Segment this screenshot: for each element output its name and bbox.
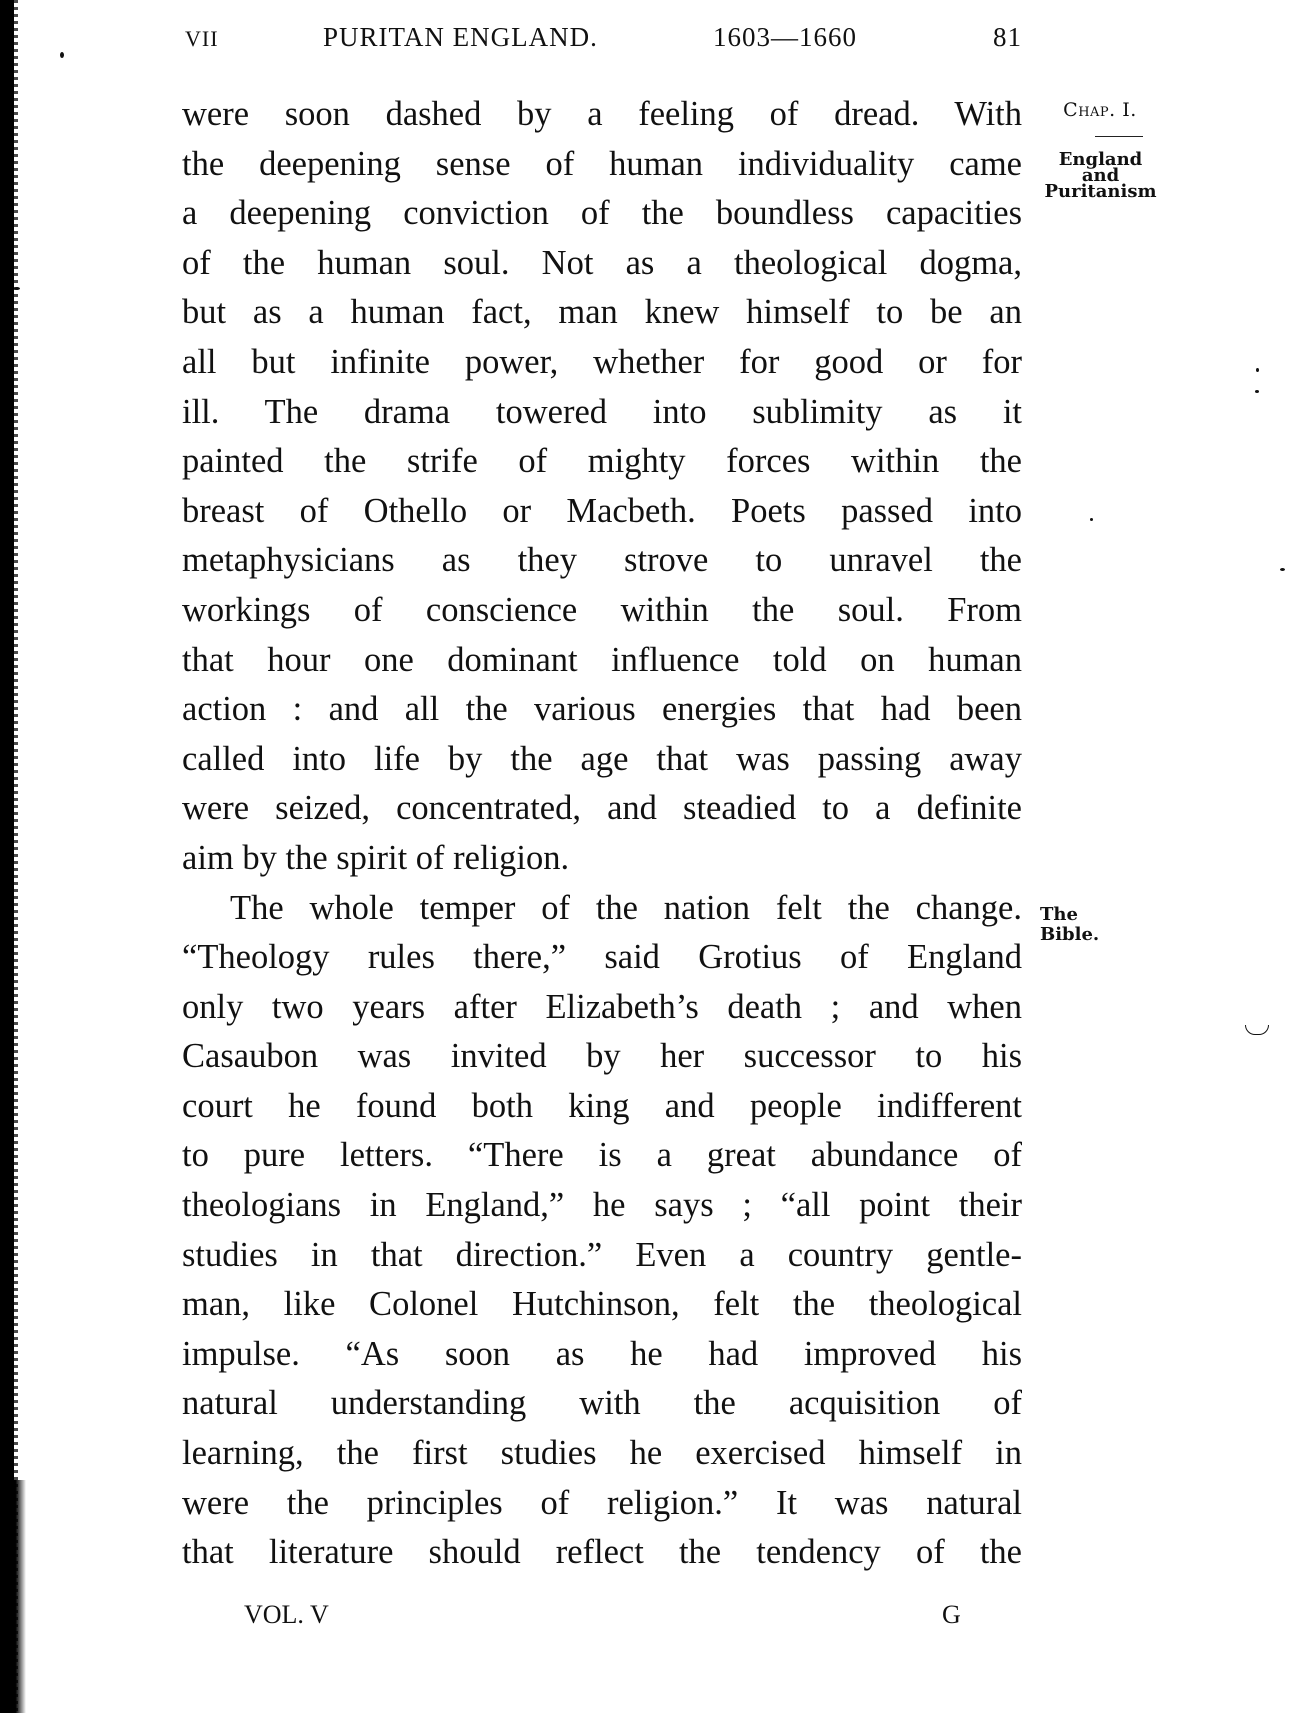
page-footer <box>182 1600 1022 1640</box>
text-line: called into life by the age that was passing away <box>182 739 1022 778</box>
scan-speck <box>14 287 20 290</box>
text-line: Casaubon was invited by her successor to his <box>182 1037 1022 1076</box>
scan-binding-shadow <box>0 1480 26 1713</box>
scan-speck <box>1255 390 1259 393</box>
text-line: learning, the first studies he exercised himself in <box>182 1434 1022 1473</box>
text-line: painted the strife of mighty forces within the <box>182 442 1022 481</box>
text-line: breast of Othello or Macbeth. Poets passed into <box>182 491 1022 530</box>
scan-speck <box>60 52 64 58</box>
sidenote-bible: The Bible. <box>1040 904 1100 945</box>
sidenote-rule <box>1095 136 1143 137</box>
text-line: natural understanding with the acquisition of <box>182 1384 1022 1423</box>
text-line: theologians in England,” he says ; “all point their <box>182 1186 1022 1225</box>
footer-volume: VOL. V <box>244 1600 329 1629</box>
text-line: but as a human fact, man knew himself to be an <box>182 293 1022 332</box>
footer-signature-mark: G <box>942 1600 961 1629</box>
text-line: impulse. “As soon as he had improved his <box>182 1334 1022 1373</box>
text-line: aim by the spirit of religion. <box>182 838 570 877</box>
text-line: metaphysicians as they strove to unravel the <box>182 541 1022 580</box>
text-line: were soon dashed by a feeling of dread. With <box>182 95 1022 133</box>
text-line: that hour one dominant influence told on human <box>182 640 1022 679</box>
scan-speck <box>1256 368 1259 372</box>
text-line: only two years after Elizabeth’s death ; and when <box>182 987 1022 1026</box>
text-line: of the human soul. Not as a theological dogma, <box>182 243 1022 282</box>
running-head-dates: 1603—1660 <box>713 22 857 52</box>
text-line: the deepening sense of human individuality came <box>182 144 1022 183</box>
running-head-title: PURITAN ENGLAND. <box>323 22 598 52</box>
text-line: were seized, concentrated, and steadied to a definite <box>182 789 1022 828</box>
text-line: that literature should reflect the tendency of the <box>182 1533 1022 1572</box>
sidenote-topic-line: Puritanism <box>1044 181 1157 202</box>
text-line: “Theology rules there,” said Grotius of England <box>182 938 1022 977</box>
scan-binding-edge <box>0 0 14 1713</box>
text-line: studies in that direction.” Even a country gentle- <box>182 1235 1022 1274</box>
text-line: action : and all the various energies that had been <box>182 690 1022 729</box>
sidenote-topic-line: England <box>1058 149 1143 170</box>
running-head-chapter: VII <box>185 26 219 51</box>
sidenote-topic-line: and <box>1081 165 1120 186</box>
text-line: The whole temper of the nation felt the change. <box>230 888 1022 927</box>
text-line: court he found both king and people indifferent <box>182 1086 1022 1125</box>
text-line: were the principles of religion.” It was natural <box>182 1483 1022 1522</box>
page-number: 81 <box>993 22 1022 52</box>
text-line: to pure letters. “There is a great abundance of <box>182 1136 1022 1175</box>
text-line: a deepening conviction of the boundless capacities <box>182 194 1022 233</box>
text-line: man, like Colonel Hutchinson, felt the theological <box>182 1285 1022 1324</box>
text-line: ill. The drama towered into sublimity as it <box>182 392 1022 431</box>
scan-speck <box>1280 568 1285 571</box>
sidenote-chapter: Chap. I. <box>1063 99 1137 121</box>
running-head <box>185 22 1022 62</box>
text-line: all but infinite power, whether for good or for <box>182 342 1022 381</box>
sidenote-topic <box>1028 150 1173 202</box>
text-line: workings of conscience within the soul. From <box>182 590 1022 629</box>
scan-arc-mark <box>1245 1025 1269 1035</box>
scan-speck <box>1090 518 1093 521</box>
body-text <box>182 90 1022 1578</box>
